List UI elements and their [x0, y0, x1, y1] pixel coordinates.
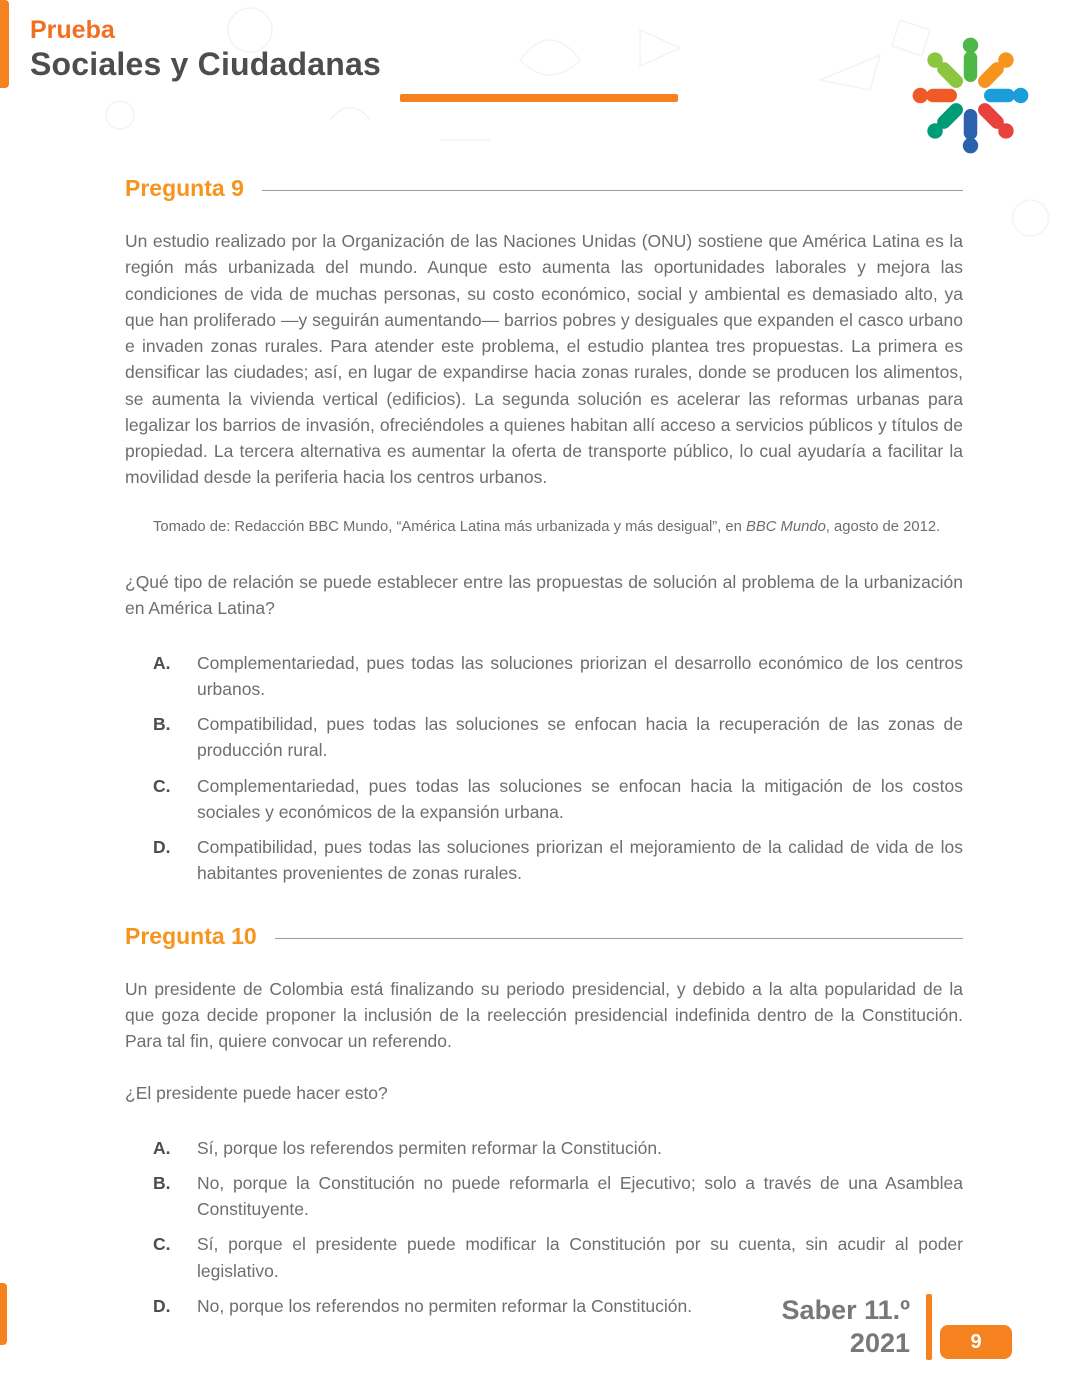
question-10-prompt: ¿El presidente puede hacer esto? [125, 1083, 388, 1104]
question-10-section [125, 923, 963, 1320]
option-text: No, porque los referendos no permiten reformar la Constitución. [197, 1295, 693, 1316]
option-b [153, 711, 963, 764]
question-9-heading [125, 175, 963, 202]
question-9-label: Pregunta 9 [125, 175, 244, 201]
option-c [153, 773, 963, 826]
brand-year: 2021 [849, 1328, 910, 1359]
page-title: Sociales y Ciudadanas [30, 46, 382, 82]
test-kicker: Prueba [30, 16, 115, 44]
option-a [153, 1135, 963, 1161]
option-letter: A. [153, 1137, 171, 1158]
option-text: Complementariedad, pues todas las soluciones se enfocan hacia la mitigación de los costos sociales y económicos de la expansión urbana. [197, 775, 963, 822]
option-a [153, 650, 963, 703]
option-c [153, 1231, 963, 1284]
source-suffix: , agosto de 2012. [825, 518, 941, 535]
option-d [153, 834, 963, 887]
option-letter: A. [153, 652, 171, 673]
question-10-label: Pregunta 10 [125, 922, 257, 949]
heading-rule [275, 938, 963, 939]
people-circle-logo-icon [903, 28, 1038, 163]
option-letter: B. [153, 714, 171, 735]
option-text: Compatibilidad, pues todas las soluciones priorizan el mejoramiento de la calidad de vida de los habitantes provenientes de zonas rurales. [197, 837, 963, 884]
source-publication: BBC Mundo [746, 518, 826, 535]
option-letter: C. [153, 1234, 171, 1255]
option-letter: D. [153, 837, 171, 858]
option-b [153, 1170, 963, 1223]
option-text: Sí, porque los referendos permiten reformar la Constitución. [197, 1137, 662, 1158]
source-prefix: Tomado de: Redacción BBC Mundo, “América Latina más urbanizada y más desigual”, en [153, 518, 747, 535]
question-9-prompt: ¿Qué tipo de relación se puede establecer entre las propuestas de solución al problema de la urbanización en América Latina? [125, 572, 963, 619]
page-footer [782, 1294, 1012, 1362]
option-text: No, porque la Constitución no puede reformarla el Ejecutivo; solo a través de una Asamblea Constituyente. [197, 1172, 963, 1220]
question-9-section [125, 175, 963, 887]
page-number-badge: 9 [940, 1325, 1012, 1359]
option-text: Complementariedad, pues todas las soluciones priorizan el desarrollo económico de los centros urbanos. [197, 652, 963, 699]
option-text: Sí, porque el presidente puede modificar la Constitución por su cuenta, sin acudir al poder legislativo. [197, 1234, 963, 1281]
brand-name: Saber 11.º [781, 1294, 910, 1325]
question-9-stimulus-paragraph: Un estudio realizado por la Organización de las Naciones Unidas (ONU) sostiene que América Latina es la región más urbanizada del mundo. Aunque esto aumenta las oportunidades laborales y mejora las condiciones de vida de muchas personas, su costo económico, social y ambiental es demasiado alto, ya que han proliferado —y seguirán aumentando— barrios pobres y desiguales que expanden el casco urbano e invaden zonas rurales. Para atender este problema, el estudio plantea tres propuestas. La primera es densificar las ciudades; así, en lugar de expandirse hacia zonas rurales, donde se producen los alimentos, se aumenta la vivienda vertical (edificios). La segunda solución es acelerar las reformas urbanas para legalizar los barrios de invasión, ofreciéndoles a quienes habitan allí acceso a servicios públicos y títulos de propiedad. La tercera alternativa es aumentar la oferta de transporte público, lo cual ayudaría a facilitar la movilidad desde la periferia hacia los centros urbanos. [125, 231, 963, 488]
question-10-stimulus-paragraph: Un presidente de Colombia está finalizando su periodo presidencial, y debido a la alta popularidad de la que goza decide proponer la inclusión de la reelección presidencial indefinida dentro de la Constitución. Para tal fin, quiere convocar un referendo. [125, 978, 963, 1052]
content-column [125, 175, 963, 1355]
option-text: Compatibilidad, pues todas las soluciones se enfocan hacia la recuperación de las zonas de producción rural. [197, 714, 963, 761]
option-letter: D. [153, 1295, 171, 1316]
title-underline-bar [400, 94, 678, 102]
left-edge-accent-bottom [0, 1283, 7, 1345]
footer-divider-bar [926, 1294, 932, 1360]
question-9-options [153, 650, 963, 887]
question-10-options [153, 1135, 963, 1320]
option-letter: B. [153, 1172, 171, 1193]
left-edge-accent-top [0, 0, 9, 88]
question-10-heading [125, 923, 963, 950]
heading-rule [262, 190, 963, 191]
source-attribution [153, 517, 963, 538]
option-letter: C. [153, 775, 171, 796]
test-brand [782, 1294, 910, 1362]
